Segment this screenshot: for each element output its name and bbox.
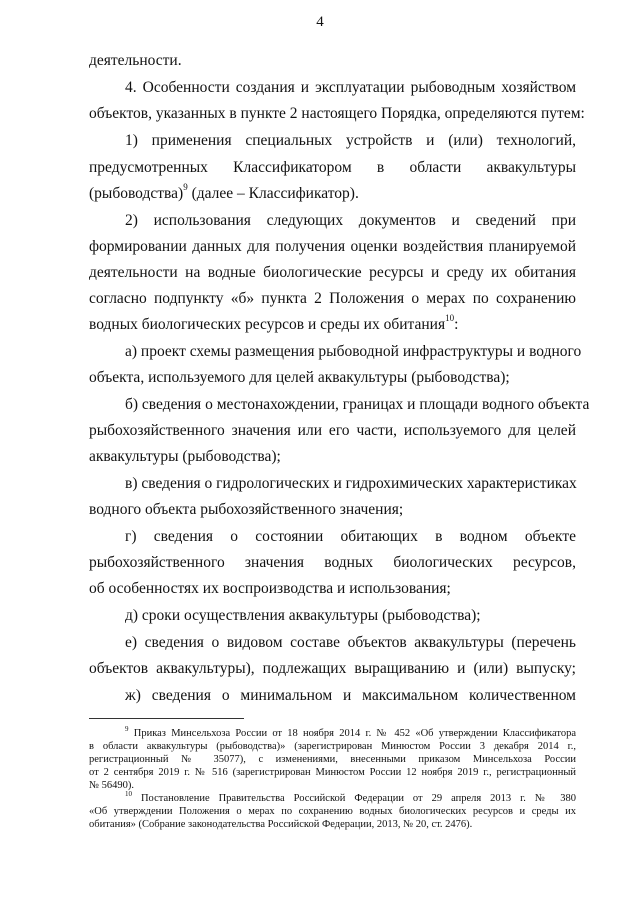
text-line: г) сведения о состоянии обитающих в водном объекте bbox=[125, 528, 576, 545]
text-line: е) сведения о видовом составе объектов аквакультуры (перечень bbox=[125, 634, 576, 651]
text-line: водных биологических ресурсов и среды их обитания$^{10}$: bbox=[89, 312, 459, 333]
text-line: рыбохозяйственного значения или его части, используемого для целей bbox=[89, 422, 576, 439]
text-line: а) проект схемы размещения рыбоводной инфраструктуры и водного bbox=[125, 343, 582, 360]
text-line: согласно подпункту «б» пункта 2 Положения о мерах по сохранению bbox=[89, 290, 576, 307]
footnote-line: от 2 сентября 2019 г. № 516 (зарегистрирован Минюстом России 12 ноября 2019 г., регистрационный bbox=[89, 767, 576, 778]
footnote-line: регистрационный № 35077), с изменениями, внесенными приказом Минсельхоза России bbox=[89, 754, 576, 765]
footnote-line: $^9$ Приказ Минсельхоза России от 18 ноября 2014 г. № 452 «Об утверждении Классификатора bbox=[125, 724, 576, 739]
text-line: ж) сведения о минимальном и максимальном количественном bbox=[125, 687, 576, 704]
footnote-line: № 56490). bbox=[89, 780, 135, 791]
text-line: деятельности. bbox=[89, 52, 182, 69]
footnote-marker-10: 10 bbox=[125, 789, 132, 798]
text-line: объектов, указанных в пункте 2 настоящего Порядка, определяются путем: bbox=[89, 105, 585, 122]
text-line: об особенностях их воспроизводства и использования; bbox=[89, 580, 451, 597]
text-line: б) сведения о местонахождении, границах и площади водного объекта bbox=[125, 396, 590, 413]
text-line: д) сроки осуществления аквакультуры (рыбоводства); bbox=[125, 607, 481, 624]
text-line: рыбохозяйственного значения водных биологических ресурсов, bbox=[89, 554, 576, 571]
text-line: деятельности на водные биологические ресурсы и среду их обитания bbox=[89, 264, 576, 281]
text-line: водного объекта рыбохозяйственного значения; bbox=[89, 501, 404, 518]
text-line: аквакультуры (рыбоводства); bbox=[89, 448, 281, 465]
text-line: объектов аквакультуры), подлежащих выращиванию и (или) выпуску; bbox=[89, 660, 576, 677]
footnote-marker-9: 9 bbox=[125, 724, 129, 733]
text-line: в) сведения о гидрологических и гидрохимических характеристиках bbox=[125, 475, 577, 492]
footnote-line: «Об утверждении Положения о мерах по сохранению водных биологических ресурсов и среды их bbox=[89, 806, 576, 817]
footnote-separator bbox=[89, 718, 244, 719]
text-line: объекта, используемого для целей аквакультуры (рыбоводства); bbox=[89, 369, 510, 386]
text-line: формировании данных для получения оценки воздействия планируемой bbox=[89, 238, 576, 255]
text-line: 4. Особенности создания и эксплуатации рыбоводным хозяйством bbox=[125, 79, 576, 96]
footnote-ref-10: 10 bbox=[445, 312, 455, 323]
footnote-line: обитания» (Собрание законодательства Российской Федерации, 2013, № 20, ст. 2476). bbox=[89, 819, 473, 830]
text-line: предусмотренных Классификатором в области аквакультуры bbox=[89, 159, 576, 176]
footnote-line: $^{10}$ Постановление Правительства Российской Федерации от 29 апреля 2013 г. № 380 bbox=[125, 789, 576, 804]
page-number: 4 bbox=[316, 14, 324, 30]
footnote-ref-9: 9 bbox=[183, 181, 188, 192]
footnote-line: в области аквакультуры (рыбоводства)» (зарегистрирован Минюстом России 3 декабря 2014 г., bbox=[89, 741, 576, 752]
text-line: 2) использования следующих документов и сведений при bbox=[125, 212, 576, 229]
text-line: (рыбоводства)$^9$ (далее – Классификатор). bbox=[89, 181, 359, 202]
text-line: 1) применения специальных устройств и (или) технологий, bbox=[125, 132, 576, 149]
